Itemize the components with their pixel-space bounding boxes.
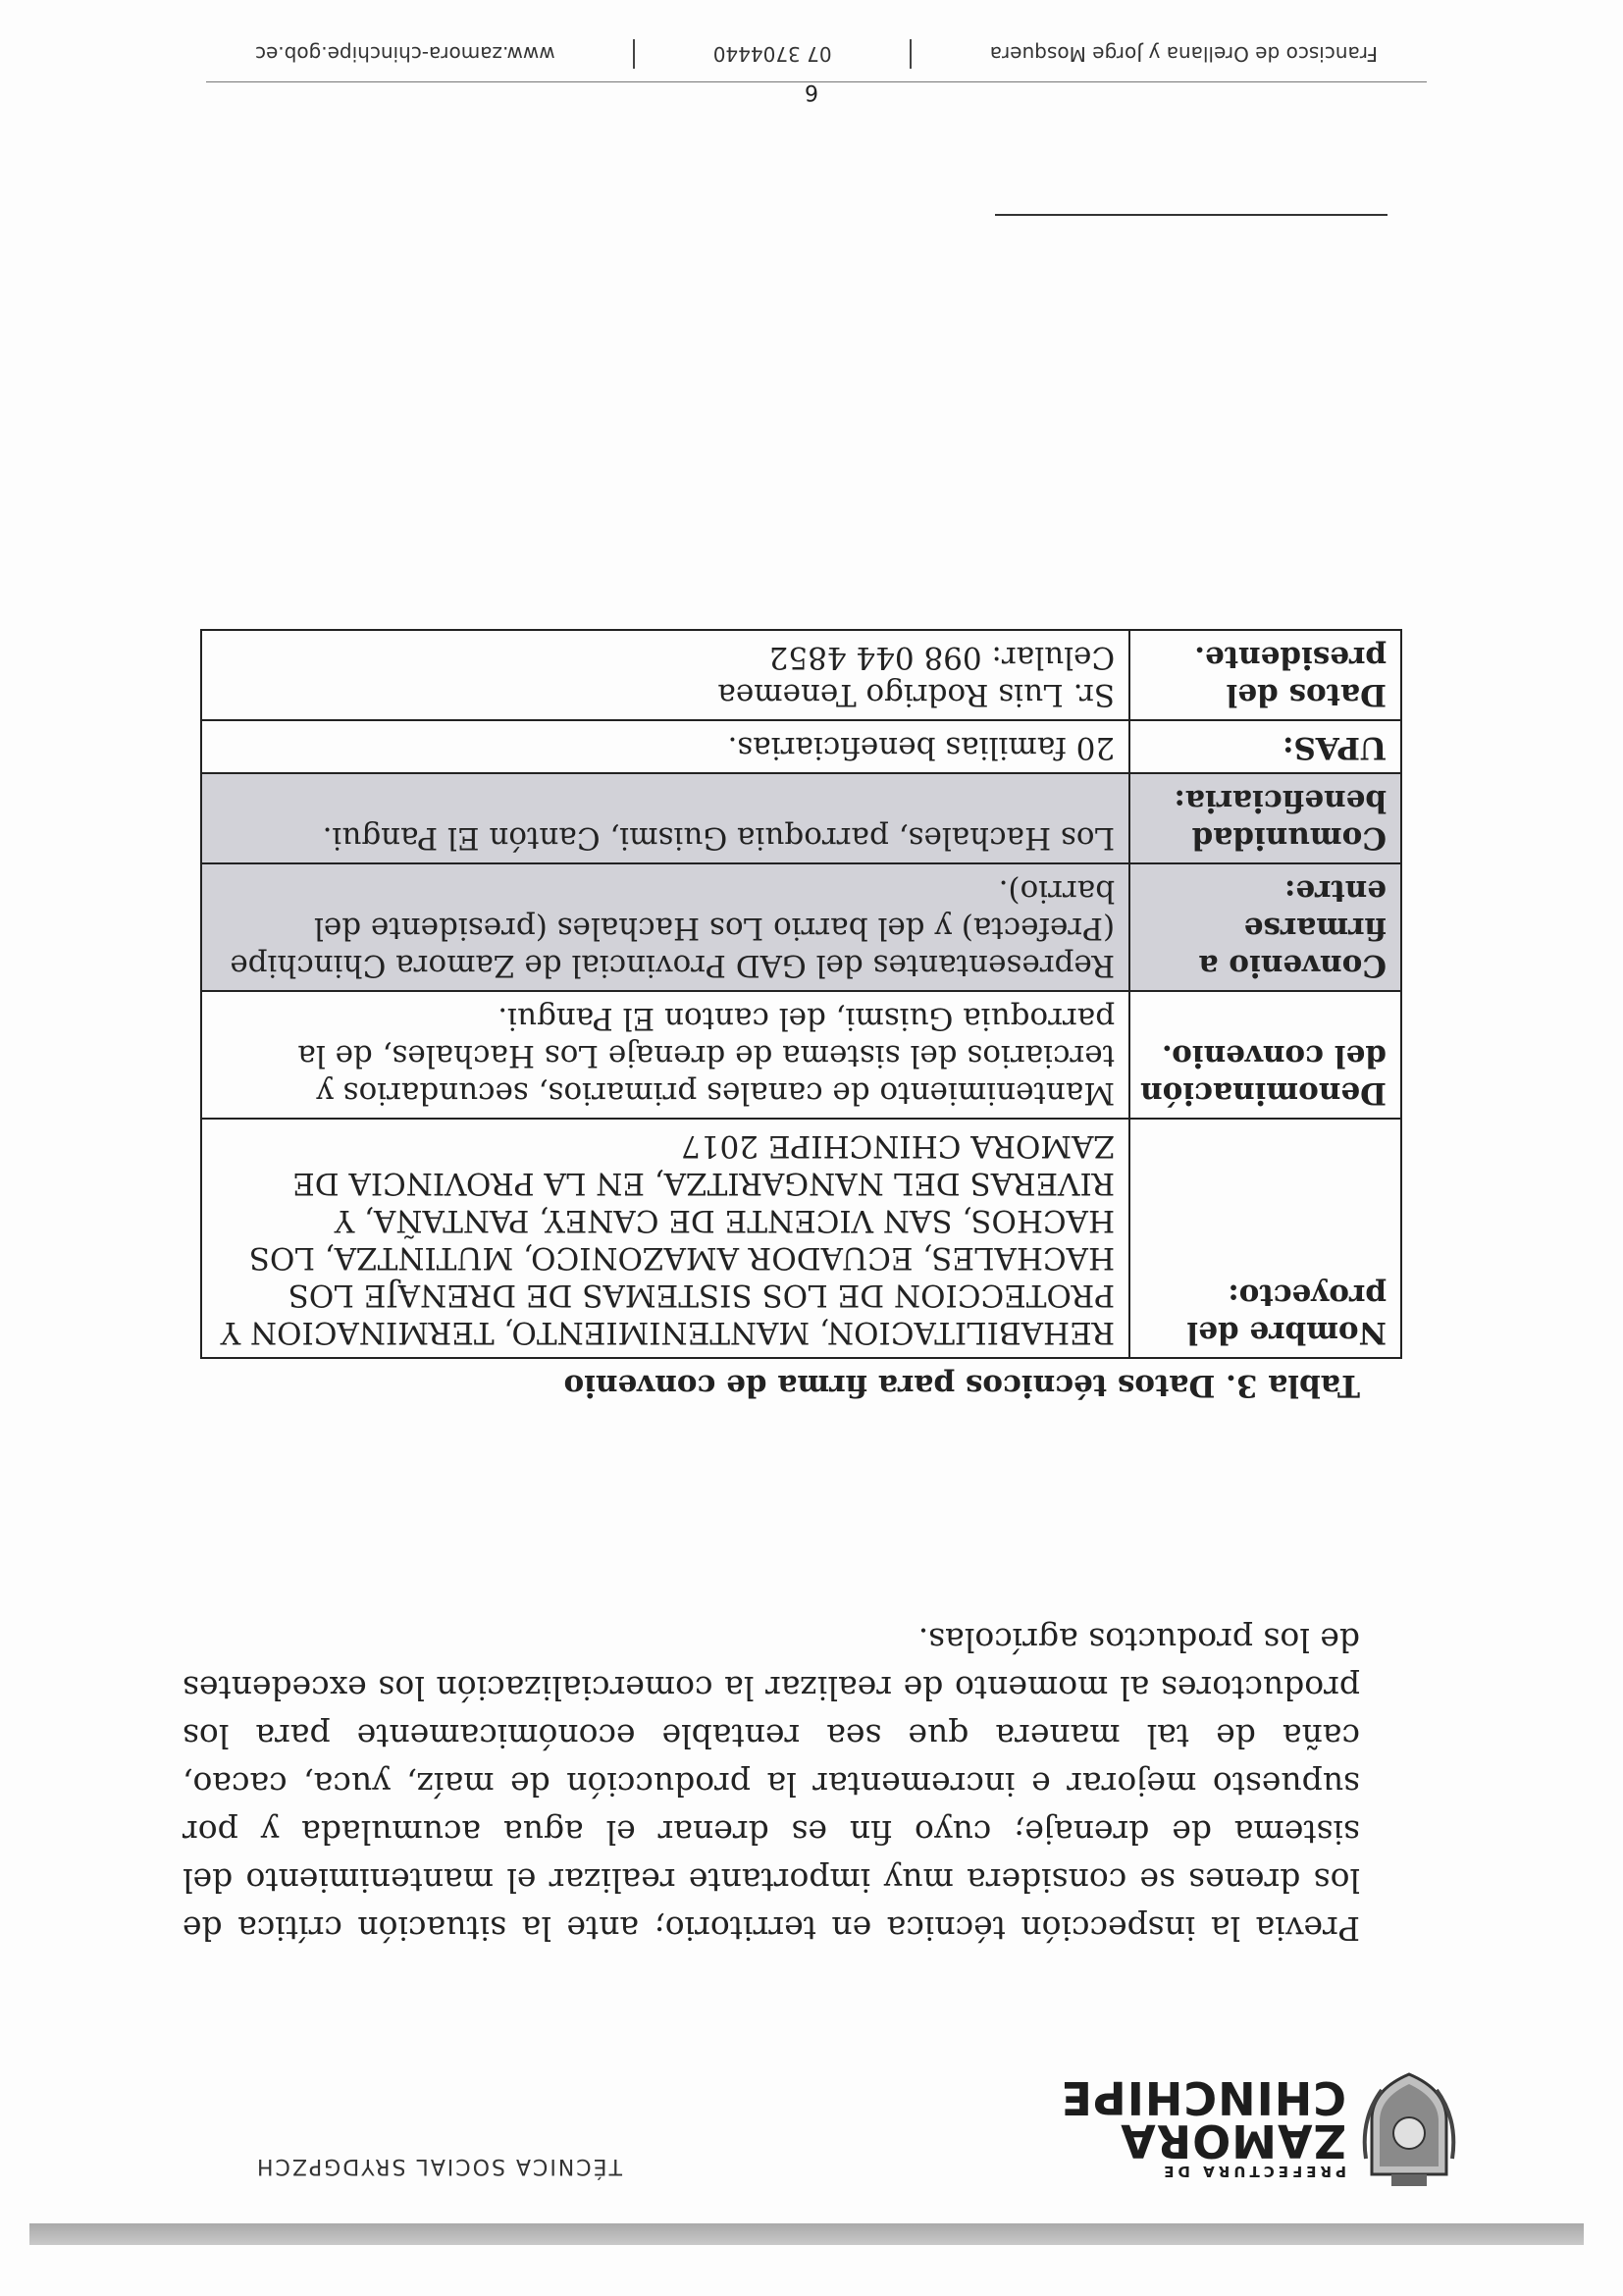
logo-line-2: CHINCHIPE — [1060, 2071, 1346, 2124]
row-label: Convenio a firmarse entre: — [1129, 863, 1401, 991]
coat-of-arms-icon — [1362, 2072, 1456, 2188]
row-label: UPAS: — [1129, 720, 1401, 773]
signature-line — [995, 214, 1387, 216]
row-value: Mantenimiento de canales primarios, secundarios y terciarios del sistema de drenaje Los Hachales, de la parroquia Guismi, del canton El Pangui. — [201, 991, 1129, 1119]
header-bar — [29, 2223, 1584, 2245]
row-label: Datos del presidente. — [1129, 630, 1401, 720]
table-row — [201, 630, 1401, 720]
footer-separator — [910, 39, 912, 69]
footer-address: Francisco de Orellana y Jorge Mosquera — [989, 42, 1378, 66]
table-title: Tabla 3. Datos técnicos para firma de convenio — [563, 1368, 1360, 1403]
logo-small-text: PREFECTURA DE — [1160, 2163, 1346, 2180]
row-value: 20 familias beneficiarias. — [201, 720, 1129, 773]
row-label: Nombre del proyecto: — [1129, 1119, 1401, 1358]
row-value: Los Hachales, parroquia Guismi, Cantón El Pangui. — [201, 773, 1129, 863]
row-label: Comunidad beneficiaria: — [1129, 773, 1401, 863]
table-row — [201, 863, 1401, 991]
body-paragraph: Previa la inspección técnica en territorio; ante la situación crítica de los drenes se considera muy importante realizar el mantenimiento del sistema de drenaje; cuyo fin es drenar el agua acumulada y por supuesto mejorar e incrementar la producción de maíz, yuca, cacao, caña de tal manera que sea rentable económicamente para los productores al momento de realizar la comercialización los excedentes de los productos agrícolas. — [183, 1621, 1360, 1948]
table-row — [201, 720, 1401, 773]
footer-separator — [633, 39, 635, 69]
page-number: 6 — [805, 79, 818, 104]
row-value: REHABILITACION, MANTENIMIENTO, TERMINACION Y PROTECCION DE LOS SISTEMAS DE DRENAJE LOS HACHALES, ECUADOR AMAZONICO, MUTINTZA, LOS HACHOS, SAN VICENTE DE CANEY, PANTAÑA, Y RIVERAS DEL NANGARITZA, EN LA PROVINCIA DE ZAMORA CHINCHIPE 2017 — [201, 1119, 1129, 1358]
table-row — [201, 991, 1401, 1119]
department-code: TÉCNICA SOCIAL SRYDGPZCH — [255, 2154, 622, 2178]
table-row — [201, 1119, 1401, 1358]
footer — [255, 39, 1378, 69]
row-value: Representantes del GAD Provincial de Zamora Chinchipe (Prefecta) y del barrio Los Hachales (presidente del barrio). — [201, 863, 1129, 991]
table-row — [201, 773, 1401, 863]
row-value — [201, 630, 1129, 720]
prefectura-logo — [1005, 2070, 1456, 2188]
footer-divider — [206, 81, 1427, 82]
logo-line-1: ZAMORA — [1120, 2114, 1346, 2167]
president-phone: Celular: 098 044 4852 — [768, 640, 1116, 675]
technical-data-table — [200, 629, 1402, 1359]
president-name: Sr. Luis Rodrigo Tenemea — [717, 677, 1116, 712]
footer-website: www.zamora-chinchipe.gob.ec — [255, 42, 555, 66]
row-label: Denominación del convenio. — [1129, 991, 1401, 1119]
footer-phone: 07 3704440 — [712, 42, 832, 66]
